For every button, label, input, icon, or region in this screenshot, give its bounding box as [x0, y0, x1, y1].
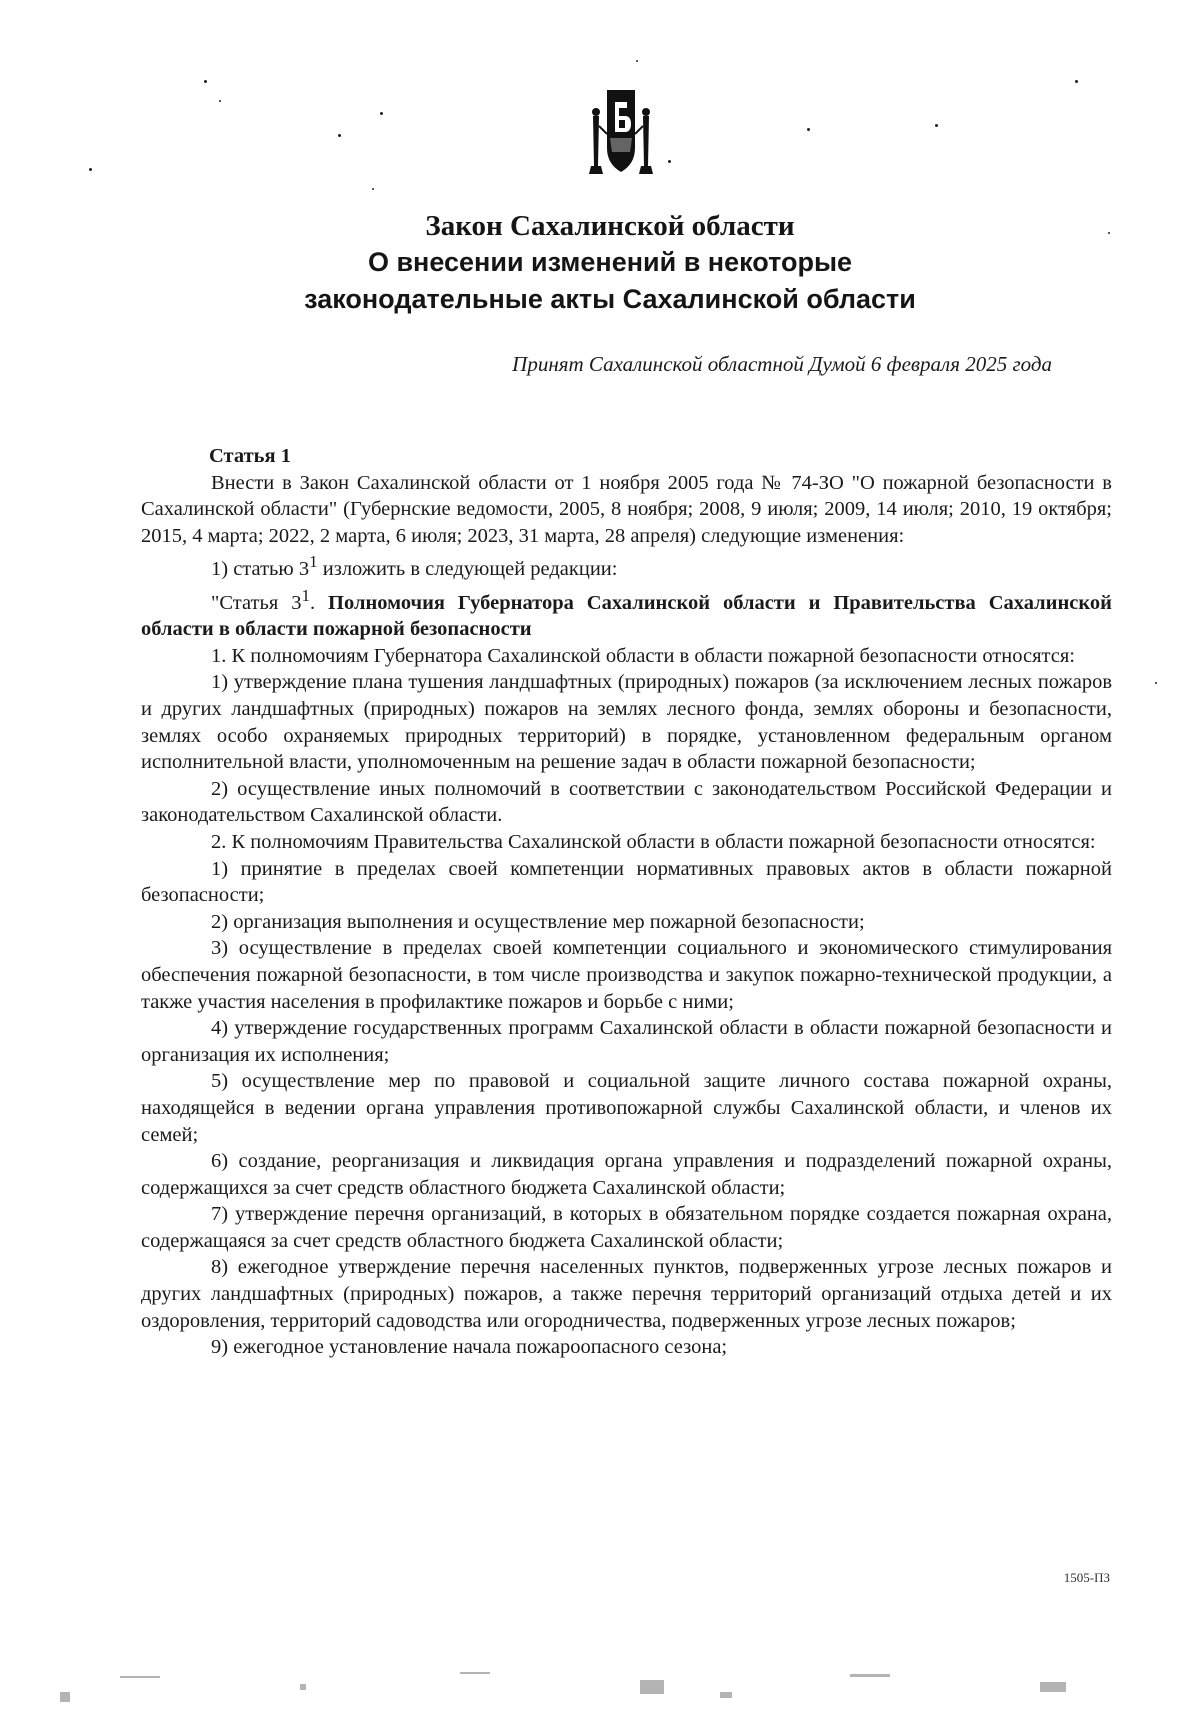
superscript: 1	[301, 585, 310, 605]
section-2-item-9: 9) ежегодное установление начала пожароопасного сезона;	[211, 1336, 728, 1359]
document-code: 1505-ПЗ	[1063, 1570, 1110, 1585]
scan-speck	[636, 60, 638, 62]
scan-speck	[807, 128, 810, 131]
section-1-item-2: 2) осуществление иных полномочий в соответствии с законодательством Российской Федерации и законодательством Сахалинской области.	[141, 777, 1112, 827]
new-article-dot: .	[310, 591, 329, 614]
article-heading: Статья 1	[209, 445, 291, 467]
law-body	[141, 443, 1112, 1361]
title-line-2: О внесении изменений в некоторые	[367, 247, 853, 277]
section-2-item-8: 8) ежегодное утверждение перечня населенных пунктов, подверженных угрозе лесных пожаров и других ландшафтных (природных) пожаров, а также перечня территорий организаций отдыха детей и их оздоровления, территорий садоводства или огородничества, подверженных угрозе лесных пожаров;	[141, 1256, 1112, 1332]
intro-paragraph: Внести в Закон Сахалинской области от 1 ноября 2005 года № 74-ЗО "О пожарной безопасности в Сахалинской области" (Губернские ведомости, 2005, 8 ноября; 2008, 9 июля; 2009, 14 июля; 2010, 19 октября; 2015, 4 марта; 2022, 2 марта, 6 июля; 2023, 31 марта, 28 апреля) следующие изменения:	[141, 471, 1112, 547]
scan-speck	[372, 188, 374, 190]
section-2-item-2: 2) организация выполнения и осуществление мер пожарной безопасности;	[211, 910, 865, 933]
scan-speck	[935, 124, 938, 127]
superscript: 1	[309, 552, 318, 572]
amendment-item-1-post: изложить в следующей редакции:	[317, 558, 618, 581]
section-1: 1. К полномочиям Губернатора Сахалинской области в области пожарной безопасности относятся:	[211, 644, 1075, 667]
amendment-item-1	[141, 549, 1112, 582]
section-2-item-3: 3) осуществление в пределах своей компетенции социального и экономического стимулирования обеспечения пожарной безопасности, в том числе производства и закупок пожарно-технической продукции, а также участия населения в профилактике пожаров и борьбе с ними;	[141, 937, 1112, 1013]
section-2-item-6: 6) создание, реорганизация и ликвидация органа управления и подразделений пожарной охраны, содержащихся за счет средств областного бюджета Сахалинской области;	[141, 1150, 1112, 1199]
section-2-item-4: 4) утверждение государственных программ Сахалинской области в области пожарной безопасности и организация их исполнения;	[141, 1017, 1112, 1066]
section-2-item-1: 1) принятие в пределах своей компетенции нормативных правовых актов в области пожарной безопасности;	[141, 857, 1112, 907]
scan-noise-strip	[0, 1662, 1200, 1710]
scan-speck	[338, 134, 341, 137]
scan-speck	[89, 168, 92, 171]
title-line-1: Закон Сахалинской области	[425, 210, 795, 242]
amendment-item-1-pre: 1) статью 3	[211, 558, 310, 581]
coat-of-arms-icon	[585, 86, 657, 178]
section-2-item-7: 7) утверждение перечня организаций, в которых в обязательном порядке создается пожарная охрана, содержащаяся за счет средств областного бюджета Сахалинской области;	[141, 1203, 1112, 1252]
adoption-note: Принят Сахалинской областной Думой 6 февраля 2025 года	[512, 352, 1052, 376]
scan-speck	[204, 80, 207, 83]
scan-speck	[668, 160, 671, 163]
section-1-item-1: 1) утверждение плана тушения ландшафтных (природных) пожаров (за исключением лесных пожаров и других ландшафтных (природных) пожаров на землях лесного фонда, землях обороны и безопасности, землях особо охраняемых природных территорий) в порядке, установленном федеральным органом исполнительной власти, уполномоченным на решение задач в области пожарной безопасности;	[141, 671, 1112, 774]
law-title	[180, 208, 1040, 318]
scan-speck	[380, 112, 383, 115]
section-2: 2. К полномочиям Правительства Сахалинской области в области пожарной безопасности относятся:	[211, 830, 1096, 853]
scan-speck	[1075, 80, 1078, 83]
scan-speck	[1108, 232, 1110, 234]
scan-speck	[219, 100, 221, 102]
new-article-title: Полномочия Губернатора Сахалинской области и Правительства Сахалинской области в области пожарной безопасности	[141, 591, 1112, 641]
scan-speck	[1155, 682, 1157, 684]
new-article-heading	[141, 583, 1112, 643]
section-2-item-5: 5) осуществление мер по правовой и социальной защите личного состава пожарной охраны, находящейся в ведении органа управления противопожарной службы Сахалинской области, и членов их семей;	[141, 1070, 1112, 1146]
title-line-3: законодательные акты Сахалинской области	[304, 284, 916, 314]
new-article-label: "Статья 3	[211, 591, 302, 614]
